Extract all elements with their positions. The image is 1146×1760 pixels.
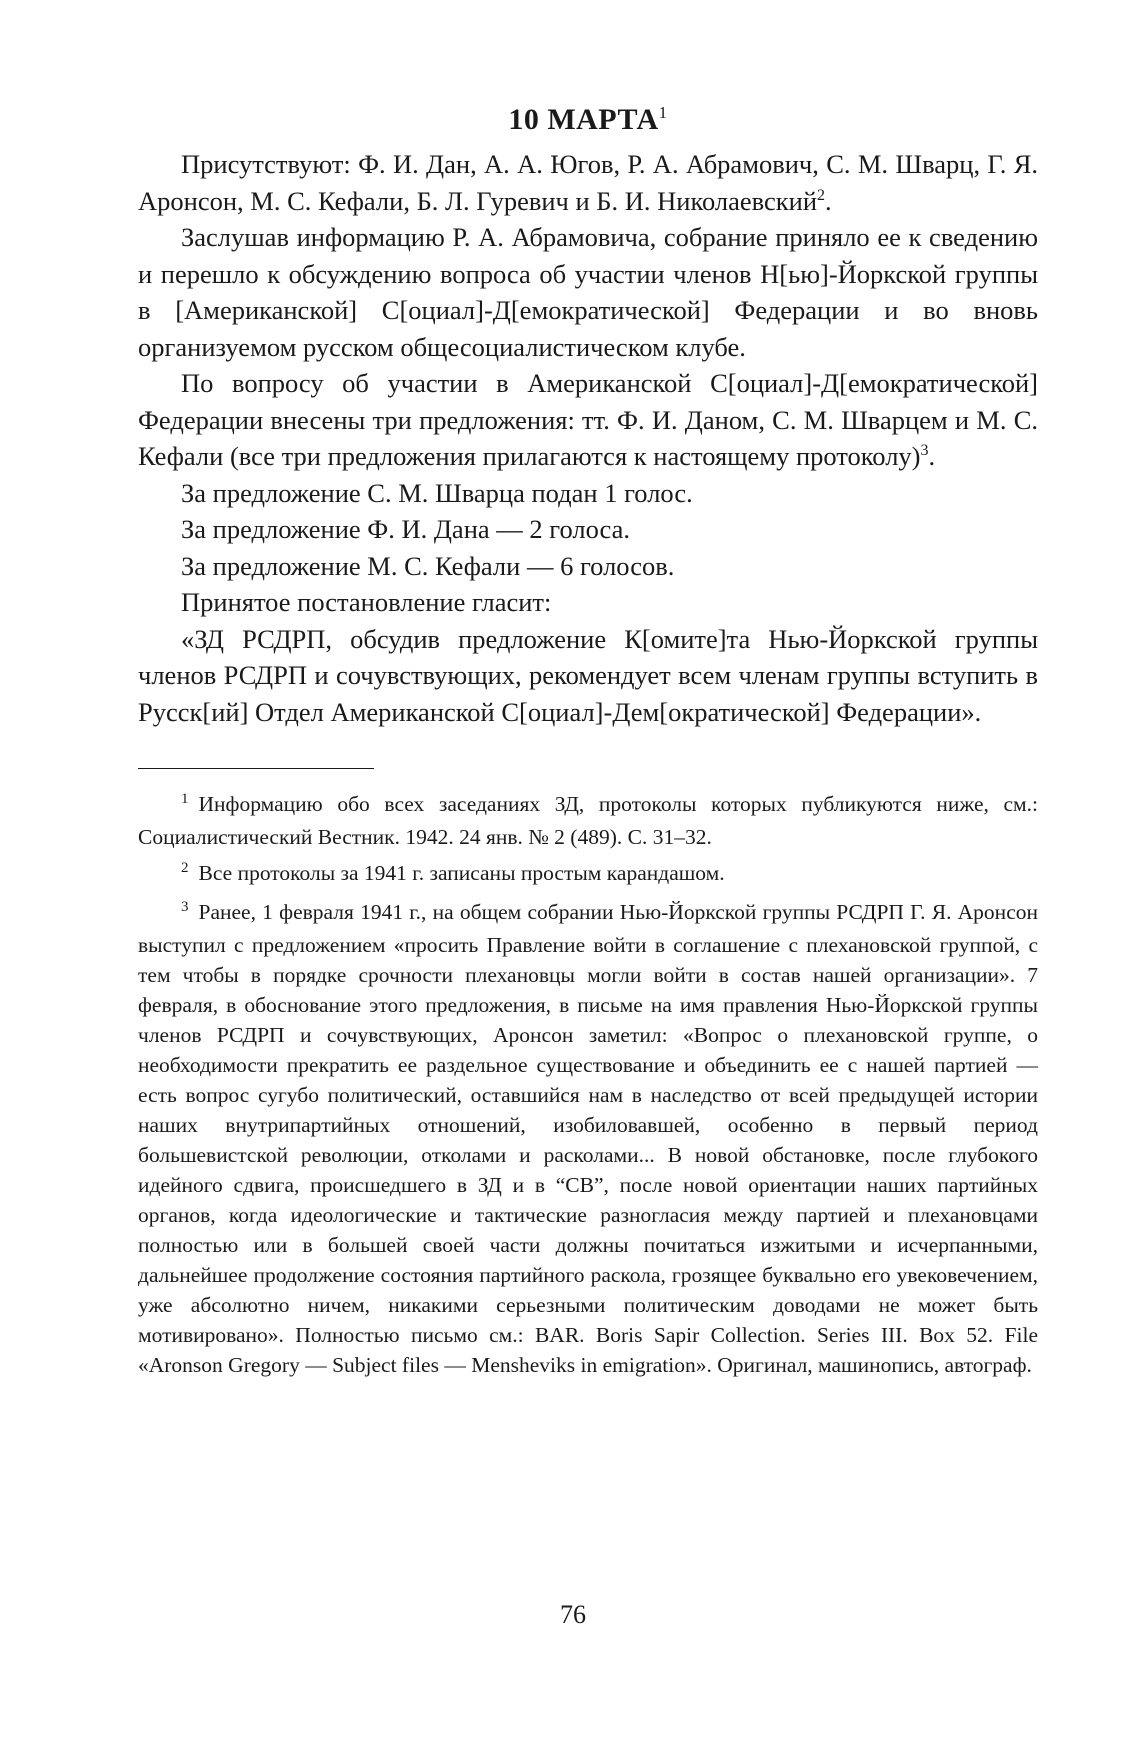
paragraph-resolution-intro: Принятое постановление гласит: xyxy=(181,587,552,617)
footnotes xyxy=(138,789,1038,1380)
paragraph-end: . xyxy=(928,441,936,471)
footnote-2 xyxy=(138,858,1038,891)
footnote-1 xyxy=(138,789,1038,852)
footnote-3 xyxy=(138,897,1038,1380)
main-text xyxy=(138,146,1038,730)
paragraph-discussion: Заслушав информацию Р. А. Абрамовича, собрание приняло ее к сведению и перешло к обсуждению вопроса об участии членов Н[ью]-Йоркской группы в [Американской] С[оциал]-Д[емократической] Федерации и во вновь организуемом русском общесоциалистическом клубе. xyxy=(138,222,1038,362)
paragraph-vote-kefali: За предложение М. С. Кефали — 6 голосов. xyxy=(181,550,675,581)
footnote-ref-2[interactable]: 2 xyxy=(817,186,825,204)
footnote-text: Информацию обо всех заседаниях ЗД, протоколы которых публикуются ниже, см.: Социалистический Вестник. 1942. 24 янв. № 2 (489). С. 31–32. xyxy=(138,792,1038,849)
paragraph-attendees xyxy=(138,146,1038,219)
title-footnote-ref[interactable]: 1 xyxy=(658,103,668,122)
footnote-divider xyxy=(138,768,374,769)
footnote-text: Ранее, 1 февраля 1941 г., на общем собрании Нью-Йоркской группы РСДРП Г. Я. Аронсон выступил с предложением «просить Правление войти в соглашение с плехановской группой, с тем чтобы в порядке срочности плехановцы могли войти в состав нашей организации». 7 февраля, в обоснование этого предложения, в письме на имя правления Нью-Йоркской группы членов РСДРП и сочувствующих, Аронсон заметил: «Вопрос о плехановской группе, о необходимости прекратить ее раздельное существование и объединить ее с нашей партией — есть вопрос сугубо политический, оставшийся нам в наследство от всей предыдущей истории наших внутрипартийных отношений, изобиловавшей, особенно в первый период большевистской революции, отколами и расколами... В новой обстановке, после глубокого идейного сдвига, происшедшего в ЗД и в “СВ”, после новой ориентации наших партийных органов, когда идеологические и тактические разногласия между партией и плехановцами полностью или в большей своей части должны почитаться изжитыми и исчерпанными, дальнейшее продолжение состояния партийного раскола, грозящее буквально его увековечением, уже абсолютно ничем, никакими серьезными политическим доводами не может быть мотивировано». Полностью письмо см.: BAR. Boris Sapir Collection. Series III. Box 52. File «Aronson Gregory — Subject files — Mensheviks in emigration». Оригинал, машинопись, автограф. xyxy=(138,900,1038,1377)
footnote-number: 3 xyxy=(181,899,189,915)
page-title xyxy=(138,100,1038,140)
paragraph-proposals xyxy=(138,365,1038,475)
paragraph-text: Присутствуют: Ф. И. Дан, А. А. Югов, Р. А. Абрамович, С. М. Шварц, Г. Я. Аронсон, М. С. Кефали, Б. Л. Гуревич и Б. И. Николаевский xyxy=(138,149,1038,216)
paragraph-end: . xyxy=(825,185,832,216)
footnote-number: 2 xyxy=(181,860,189,876)
page-body xyxy=(138,100,1038,1386)
paragraph-text: По вопросу об участии в Американской С[оциал]-Д[емократической] Федерации внесены три предложения: тт. Ф. И. Даном, С. М. Шварцем и М. С. Кефали (все три предложения прилагаются к настоящему протоколу) xyxy=(138,368,1038,471)
paragraph-resolution: «ЗД РСДРП, обсудив предложение К[омите]та Нью-Йоркской группы членов РСДРП и сочувствующих, рекомендует всем членам группы вступить в Русск[ий] Отдел Американской С[оциал]-Дем[ократической] Федерации». xyxy=(138,623,1038,727)
footnote-number: 1 xyxy=(181,791,189,807)
paragraph-vote-dan: За предложение Ф. И. Дана — 2 голоса. xyxy=(181,514,630,544)
paragraph-vote-shvarts: За предложение С. М. Шварца подан 1 голос. xyxy=(181,477,693,508)
footnote-text: Все протоколы за 1941 г. записаны простым карандашом. xyxy=(198,861,725,885)
title-text: 10 МАРТА xyxy=(508,103,659,136)
page-number: 76 xyxy=(560,1600,586,1629)
footnote-ref-3[interactable]: 3 xyxy=(920,442,929,460)
